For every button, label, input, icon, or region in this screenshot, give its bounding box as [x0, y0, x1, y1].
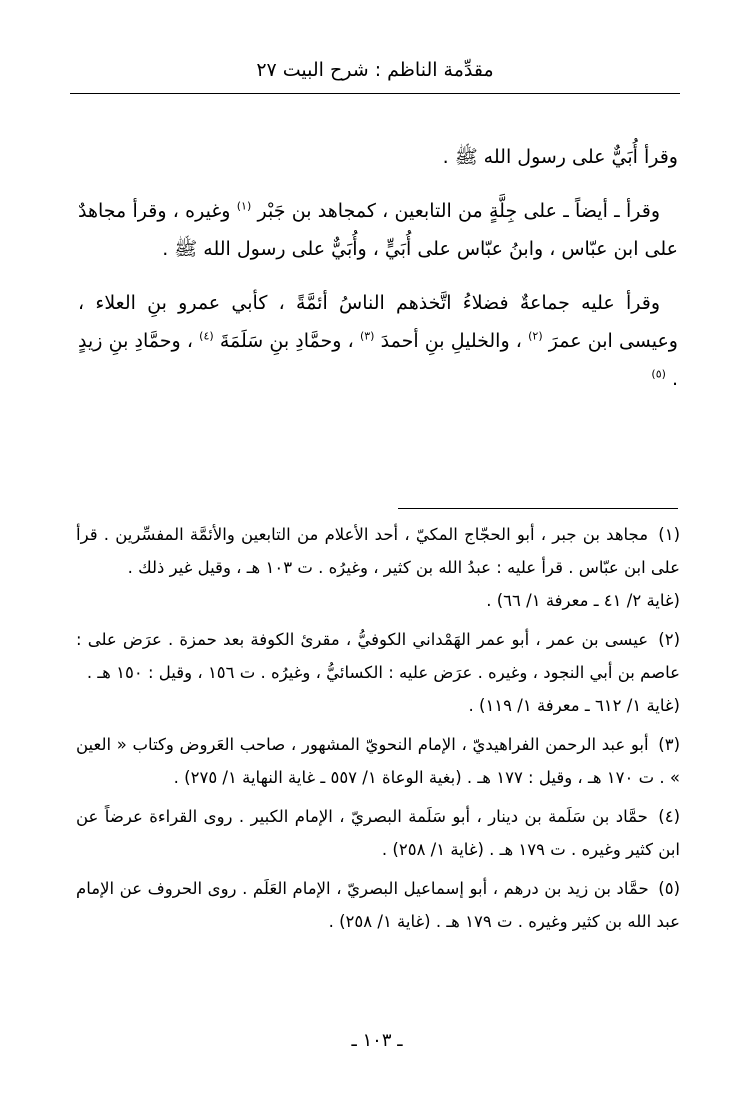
footnote-source: (غاية ٢/ ٤١ ـ معرفة ١/ ٦٦) .	[486, 591, 680, 610]
paragraph-3-part-4: ، وحمَّادِ بنِ زيدٍ .	[78, 330, 678, 390]
footnote-text: حمَّاد بن زيد بن درهم ، أبو إسماعيل البصريّ ، الإمام العَلَم . روى الحروف عن الإمام عبد الله بن كثير وغيره . ت ١٧٩ هـ . (غاية ١/ ٢٥٨) .	[76, 879, 680, 931]
footnote-number: (٢)	[658, 630, 680, 649]
footnote-5	[76, 872, 680, 938]
footnote-ref-2[interactable]: (٢)	[528, 329, 543, 343]
footnote-text: أبو عبد الرحمن الفراهيديّ ، الإمام النحويّ المشهور ، صاحب العَروض وكتاب « العين » . ت ١٧٠ هـ ، وقيل : ١٧٧ هـ . (بغية الوعاة ١/ ٥٥٧ ـ غاية النهاية ١/ ٢٧٥) .	[76, 735, 680, 787]
footnote-3	[76, 728, 680, 794]
footnote-ref-5[interactable]: (٥)	[651, 367, 666, 381]
footnote-ref-4[interactable]: (٤)	[199, 329, 214, 343]
paragraph-1	[78, 138, 678, 176]
main-text	[78, 138, 678, 414]
paragraph-2	[78, 192, 678, 268]
header-divider	[70, 93, 680, 94]
page-number: ـ ١٠٣ ـ	[351, 1030, 403, 1051]
paragraph-3-part-2: ، والخليلِ بنِ أحمدَ	[380, 330, 522, 352]
footnote-number: (٥)	[658, 879, 680, 898]
paragraph-1-text: وقرأ أُبَيٌّ على رسول الله ﷺ .	[442, 146, 678, 168]
paragraph-3-text: وقرأ عليه جماعةٌ فضلاءُ اتَّخذهم الناسُ أئمَّةً ، كأبي عمرو بنِ العلاء ، وعيسى ابن عمرَ	[78, 292, 678, 352]
footnote-4	[76, 800, 680, 866]
footnote-number: (٣)	[658, 735, 680, 754]
footnote-number: (١)	[658, 525, 681, 544]
footnote-ref-3[interactable]: (٣)	[359, 329, 375, 343]
footnote-2	[76, 623, 680, 722]
footnote-divider	[398, 508, 678, 509]
footnote-text: مجاهد بن جبر ، أبو الحجّاج المكيّ ، أحد الأعلام من التابعين والأئمَّة المفسِّرين . قرأ على ابن عبّاس . قرأ عليه : عبدُ الله بن كثير ، وغيرُه . ت ١٠٣ هـ ، وقيل غير ذلك .	[76, 525, 680, 577]
footnote-ref-1[interactable]: (١)	[236, 199, 252, 213]
footnote-text: عيسى بن عمر ، أبو عمر الهَمْداني الكوفيُّ ، مقرئ الكوفة بعد حمزة . عرَض على : عاصم بن أبي النجود ، وغيره . عرَض عليه : الكسائيُّ ، وغيرُه . ت ١٥٦ ، وقيل : ١٥٠ هـ .	[76, 630, 680, 682]
footnote-source: (غاية ١/ ٦١٢ ـ معرفة ١/ ١١٩) .	[468, 696, 680, 715]
footnotes	[76, 518, 680, 944]
footnote-1	[76, 518, 680, 617]
paragraph-3	[78, 284, 678, 398]
paragraph-3-part-3: ، وحمَّادِ بنِ سَلَمَةَ	[219, 330, 354, 352]
paragraph-2-rest: وغيره ، وقرأ مجاهدٌ على ابن عبّاس ، وابنُ عبّاس على أُبَيٍّ ، وأُبَيٌّ على رسول الله ﷺ .	[78, 200, 678, 260]
footnote-text: حمَّاد بن سَلَمة بن دينار ، أبو سَلَمة البصريّ ، الإمام الكبير . روى القراءة عرضاً عن ابن كثير وغيره . ت ١٧٩ هـ . (غاية ١/ ٢٥٨) .	[76, 807, 680, 859]
footnote-number: (٤)	[658, 807, 680, 826]
running-header: مقدِّمة الناظم : شرح البيت ٢٧	[256, 59, 494, 81]
paragraph-2-text: وقرأ ـ أيضاً ـ على جِلَّةٍ من التابعين ، كمجاهد بن جَبْر	[257, 200, 660, 222]
